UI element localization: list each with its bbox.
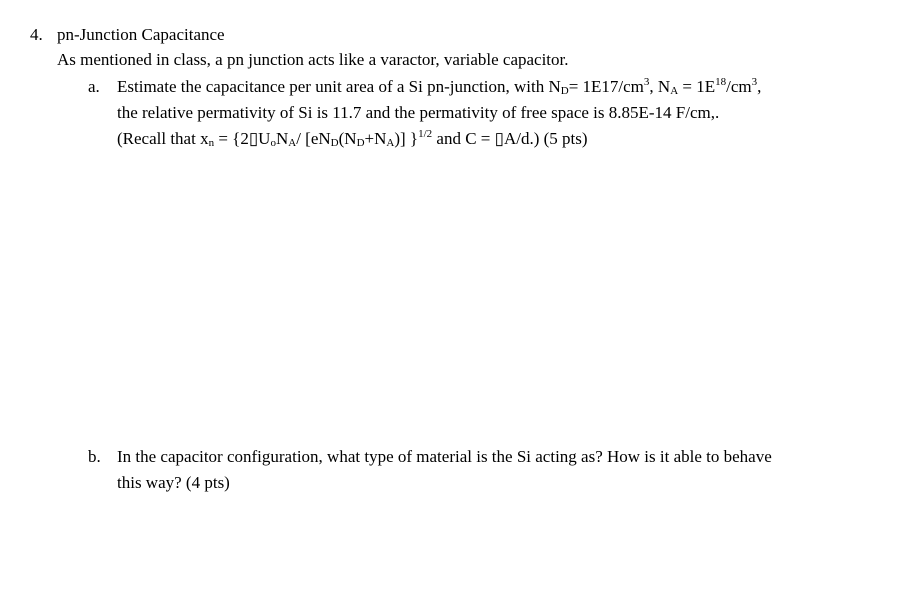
recall-mid-6: )] }	[394, 129, 419, 148]
recall-mid-4: (N	[338, 129, 357, 148]
recall-mid-3: / [eN	[296, 129, 331, 148]
cm-exponent: 3	[643, 76, 650, 88]
question-title: pn-Junction Capacitance	[57, 25, 225, 44]
part-b-line-2: this way? (4 pts)	[117, 473, 230, 492]
part-b-line-1: In the capacitor configuration, what type of material is the Si acting as? How is it able to behave	[117, 447, 772, 466]
nd-subscript-2: D	[330, 137, 339, 149]
recall-mid-1: = {2▯U	[214, 129, 271, 148]
nd-subscript: D	[560, 85, 569, 97]
part-a-line-1-text: Estimate the capacitance per unit area of a Si pn-junction, with N	[117, 77, 561, 96]
recall-mid-2: N	[275, 129, 289, 148]
recall-end: and C = ▯A/d.) (5 pts)	[432, 129, 588, 148]
part-a-label: a.	[88, 77, 100, 96]
na-subscript-3: A	[386, 137, 395, 149]
uo-subscript: o	[270, 137, 276, 149]
part-a-recall	[117, 128, 588, 154]
question-intro: As mentioned in class, a pn junction acts like a varactor, variable capacitor.	[57, 50, 569, 69]
na-value: = 1E	[678, 77, 716, 96]
xn-subscript: n	[208, 137, 215, 149]
na-subscript-2: A	[288, 137, 297, 149]
question-number: 4.	[30, 25, 43, 44]
nd-subscript-3: D	[356, 137, 365, 149]
na-subscript: A	[670, 85, 679, 97]
part-a-line-1	[117, 76, 761, 102]
cm-exponent-2: 3	[751, 76, 758, 88]
half-exponent: 1/2	[418, 128, 433, 140]
na-exponent: 18	[715, 76, 727, 88]
nd-value: = 1E17/cm	[568, 77, 644, 96]
part-b-label: b.	[88, 447, 101, 466]
na-unit: /cm	[726, 77, 752, 96]
part-a-line-2: the relative permativity of Si is 11.7 and the permativity of free space is 8.85E-14 F/cm,.	[117, 103, 720, 122]
line-end: ,	[757, 77, 762, 96]
recall-prefix: (Recall that x	[117, 129, 209, 148]
separator: , N	[649, 77, 671, 96]
recall-mid-5: +N	[364, 129, 387, 148]
